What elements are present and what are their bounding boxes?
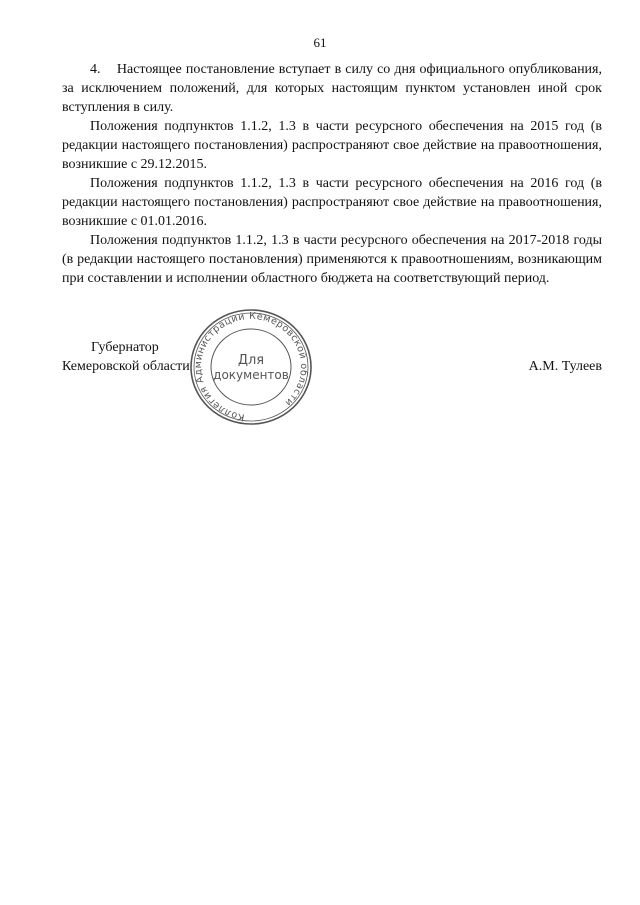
signatory-title: Губернатор [91, 340, 159, 355]
paragraph-2016 [62, 174, 602, 231]
document-body [62, 60, 602, 288]
seal-ring-text: Коллегия Администрации Кемеровской области [192, 310, 310, 423]
paragraph-number: 4. [90, 62, 101, 77]
paragraph-2015 [62, 117, 602, 174]
paragraph-text: Положения подпунктов 1.1.2, 1.3 в части ресурсного обеспечения на 2016 год (в редакции настоящего постановления) распространяют свое действие на правоотношения, возникшие с 01.01.2016. [62, 176, 602, 229]
official-seal [186, 305, 316, 425]
paragraph-4 [62, 60, 602, 117]
paragraph-text: Положения подпунктов 1.1.2, 1.3 в части ресурсного обеспечения на 2017-2018 годы (в редакции настоящего постановления) применяются к правоотношениям, возникающим при составлении и исполнении областного бюджета на соответствующий период. [62, 233, 602, 286]
page-number: 61 [313, 35, 327, 50]
signature-block [62, 338, 602, 378]
signatory-name: А.М. Тулеев [528, 359, 602, 374]
paragraph-text: Настоящее постановление вступает в силу со дня официального опубликования, за исключением положений, для которых настоящим пунктом установлен иной срок вступления в силу. [62, 62, 602, 115]
paragraph-text: Положения подпунктов 1.1.2, 1.3 в части ресурсного обеспечения на 2015 год (в редакции настоящего постановления) распространяют свое действие на правоотношения, возникшие с 29.12.2015. [62, 119, 602, 172]
paragraph-2017-2018 [62, 231, 602, 288]
seal-center-line2: документов [213, 368, 289, 382]
signatory-region: Кемеровской области [62, 359, 190, 374]
seal-center-line1: Для [237, 353, 265, 368]
